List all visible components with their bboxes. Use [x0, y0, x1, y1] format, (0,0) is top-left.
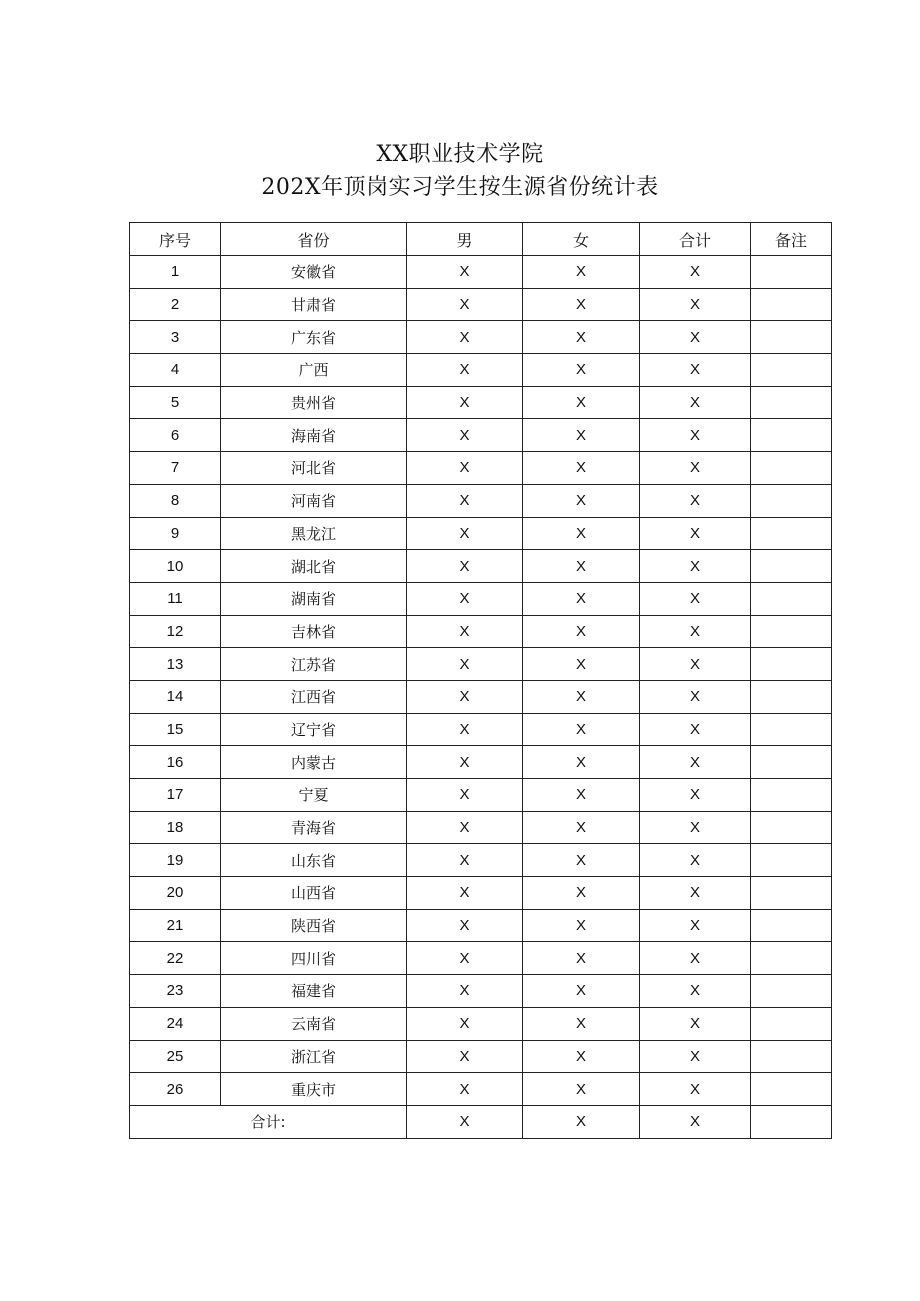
- row-male: X: [407, 1040, 523, 1073]
- row-note: [751, 517, 832, 550]
- row-province: 山东省: [221, 844, 407, 877]
- row-province: 甘肃省: [221, 288, 407, 321]
- row-male: X: [407, 419, 523, 452]
- row-male: X: [407, 811, 523, 844]
- row-note: [751, 648, 832, 681]
- table-row: [130, 811, 832, 844]
- table-row: [130, 550, 832, 583]
- table-row: [130, 419, 832, 452]
- row-total: X: [640, 909, 751, 942]
- row-male: X: [407, 386, 523, 419]
- row-province: 浙江省: [221, 1040, 407, 1073]
- total-row: [130, 1105, 832, 1138]
- row-province: 黑龙江: [221, 517, 407, 550]
- row-note: [751, 942, 832, 975]
- row-province: 贵州省: [221, 386, 407, 419]
- row-female: X: [523, 975, 640, 1008]
- row-female: X: [523, 877, 640, 910]
- row-male: X: [407, 615, 523, 648]
- row-province: 河北省: [221, 452, 407, 485]
- row-index: 5: [130, 386, 221, 419]
- table-row: [130, 386, 832, 419]
- row-total: X: [640, 550, 751, 583]
- document-title: XX职业技术学院: [376, 142, 544, 167]
- row-index: 11: [130, 582, 221, 615]
- table-row: [130, 1040, 832, 1073]
- row-note: [751, 975, 832, 1008]
- row-index: 18: [130, 811, 221, 844]
- row-note: [751, 582, 832, 615]
- table-row: [130, 256, 832, 289]
- table-row: [130, 484, 832, 517]
- row-index: 23: [130, 975, 221, 1008]
- row-index: 17: [130, 779, 221, 812]
- row-index: 19: [130, 844, 221, 877]
- row-female: X: [523, 321, 640, 354]
- row-male: X: [407, 517, 523, 550]
- table-row: [130, 779, 832, 812]
- total-note: [751, 1105, 832, 1138]
- row-total: X: [640, 419, 751, 452]
- row-female: X: [523, 452, 640, 485]
- table-row: [130, 713, 832, 746]
- row-province: 广东省: [221, 321, 407, 354]
- row-total: X: [640, 746, 751, 779]
- row-female: X: [523, 844, 640, 877]
- row-note: [751, 615, 832, 648]
- row-male: X: [407, 288, 523, 321]
- row-total: X: [640, 615, 751, 648]
- row-note: [751, 419, 832, 452]
- row-index: 10: [130, 550, 221, 583]
- row-province: 福建省: [221, 975, 407, 1008]
- row-female: X: [523, 582, 640, 615]
- header-female: 女: [523, 223, 640, 256]
- row-note: [751, 256, 832, 289]
- table-row: [130, 1073, 832, 1106]
- row-male: X: [407, 779, 523, 812]
- row-note: [751, 1073, 832, 1106]
- table-row: [130, 288, 832, 321]
- row-total: X: [640, 811, 751, 844]
- row-female: X: [523, 354, 640, 387]
- row-province: 辽宁省: [221, 713, 407, 746]
- row-index: 1: [130, 256, 221, 289]
- row-index: 22: [130, 942, 221, 975]
- row-male: X: [407, 256, 523, 289]
- row-index: 8: [130, 484, 221, 517]
- row-note: [751, 354, 832, 387]
- row-province: 吉林省: [221, 615, 407, 648]
- row-province: 陕西省: [221, 909, 407, 942]
- row-male: X: [407, 648, 523, 681]
- row-total: X: [640, 877, 751, 910]
- row-total: X: [640, 779, 751, 812]
- table-row: [130, 321, 832, 354]
- row-note: [751, 550, 832, 583]
- row-total: X: [640, 680, 751, 713]
- table-title: 202X年顶岗实习学生按生源省份统计表: [261, 175, 659, 200]
- row-province: 广西: [221, 354, 407, 387]
- row-index: 15: [130, 713, 221, 746]
- row-female: X: [523, 517, 640, 550]
- row-province: 云南省: [221, 1007, 407, 1040]
- row-note: [751, 288, 832, 321]
- row-index: 9: [130, 517, 221, 550]
- row-note: [751, 321, 832, 354]
- table-row: [130, 1007, 832, 1040]
- row-female: X: [523, 648, 640, 681]
- row-province: 宁夏: [221, 779, 407, 812]
- row-total: X: [640, 975, 751, 1008]
- row-male: X: [407, 321, 523, 354]
- row-male: X: [407, 680, 523, 713]
- row-female: X: [523, 1040, 640, 1073]
- row-male: X: [407, 942, 523, 975]
- row-total: X: [640, 354, 751, 387]
- table-row: [130, 452, 832, 485]
- total-label: 合计:: [130, 1105, 407, 1138]
- row-female: X: [523, 1073, 640, 1106]
- row-female: X: [523, 779, 640, 812]
- row-female: X: [523, 746, 640, 779]
- header-province: 省份: [221, 223, 407, 256]
- row-index: 21: [130, 909, 221, 942]
- row-male: X: [407, 844, 523, 877]
- row-province: 山西省: [221, 877, 407, 910]
- row-female: X: [523, 288, 640, 321]
- row-province: 安徽省: [221, 256, 407, 289]
- row-male: X: [407, 713, 523, 746]
- header-note: 备注: [751, 223, 832, 256]
- total-male: X: [407, 1105, 523, 1138]
- row-total: X: [640, 452, 751, 485]
- row-index: 7: [130, 452, 221, 485]
- row-index: 20: [130, 877, 221, 910]
- row-female: X: [523, 713, 640, 746]
- table-row: [130, 615, 832, 648]
- row-male: X: [407, 582, 523, 615]
- row-province: 青海省: [221, 811, 407, 844]
- row-male: X: [407, 550, 523, 583]
- table-row: [130, 942, 832, 975]
- header-male: 男: [407, 223, 523, 256]
- row-female: X: [523, 909, 640, 942]
- row-note: [751, 909, 832, 942]
- row-female: X: [523, 484, 640, 517]
- row-total: X: [640, 1040, 751, 1073]
- row-note: [751, 1040, 832, 1073]
- row-province: 重庆市: [221, 1073, 407, 1106]
- row-female: X: [523, 419, 640, 452]
- row-index: 3: [130, 321, 221, 354]
- row-total: X: [640, 942, 751, 975]
- row-female: X: [523, 1007, 640, 1040]
- header-row: [130, 223, 832, 256]
- table-row: [130, 354, 832, 387]
- row-total: X: [640, 484, 751, 517]
- row-male: X: [407, 1073, 523, 1106]
- header-total: 合计: [640, 223, 751, 256]
- row-total: X: [640, 1007, 751, 1040]
- row-total: X: [640, 713, 751, 746]
- row-province: 海南省: [221, 419, 407, 452]
- row-female: X: [523, 386, 640, 419]
- table-row: [130, 746, 832, 779]
- row-note: [751, 779, 832, 812]
- table-row: [130, 648, 832, 681]
- row-index: 26: [130, 1073, 221, 1106]
- total-female: X: [523, 1105, 640, 1138]
- row-note: [751, 877, 832, 910]
- row-province: 湖北省: [221, 550, 407, 583]
- row-female: X: [523, 550, 640, 583]
- row-total: X: [640, 321, 751, 354]
- province-statistics-table: [129, 222, 832, 1139]
- row-note: [751, 680, 832, 713]
- row-total: X: [640, 386, 751, 419]
- row-male: X: [407, 484, 523, 517]
- table-row: [130, 909, 832, 942]
- row-note: [751, 713, 832, 746]
- row-female: X: [523, 615, 640, 648]
- row-index: 25: [130, 1040, 221, 1073]
- header-index: 序号: [130, 223, 221, 256]
- row-male: X: [407, 746, 523, 779]
- row-note: [751, 746, 832, 779]
- table-row: [130, 975, 832, 1008]
- row-male: X: [407, 452, 523, 485]
- table-row: [130, 877, 832, 910]
- row-total: X: [640, 844, 751, 877]
- row-male: X: [407, 975, 523, 1008]
- row-note: [751, 844, 832, 877]
- row-note: [751, 811, 832, 844]
- row-female: X: [523, 256, 640, 289]
- row-female: X: [523, 942, 640, 975]
- row-total: X: [640, 582, 751, 615]
- row-index: 24: [130, 1007, 221, 1040]
- row-province: 河南省: [221, 484, 407, 517]
- table-row: [130, 844, 832, 877]
- row-province: 内蒙古: [221, 746, 407, 779]
- row-total: X: [640, 648, 751, 681]
- table-row: [130, 680, 832, 713]
- row-province: 湖南省: [221, 582, 407, 615]
- row-note: [751, 452, 832, 485]
- row-index: 14: [130, 680, 221, 713]
- row-note: [751, 484, 832, 517]
- row-male: X: [407, 909, 523, 942]
- table-row: [130, 517, 832, 550]
- row-index: 13: [130, 648, 221, 681]
- total-sum: X: [640, 1105, 751, 1138]
- row-index: 2: [130, 288, 221, 321]
- row-male: X: [407, 354, 523, 387]
- row-female: X: [523, 680, 640, 713]
- row-province: 江西省: [221, 680, 407, 713]
- row-index: 4: [130, 354, 221, 387]
- row-index: 12: [130, 615, 221, 648]
- row-note: [751, 1007, 832, 1040]
- row-note: [751, 386, 832, 419]
- row-male: X: [407, 1007, 523, 1040]
- row-index: 6: [130, 419, 221, 452]
- row-male: X: [407, 877, 523, 910]
- row-total: X: [640, 517, 751, 550]
- row-female: X: [523, 811, 640, 844]
- row-total: X: [640, 256, 751, 289]
- row-total: X: [640, 1073, 751, 1106]
- row-index: 16: [130, 746, 221, 779]
- row-province: 四川省: [221, 942, 407, 975]
- row-total: X: [640, 288, 751, 321]
- table-row: [130, 582, 832, 615]
- row-province: 江苏省: [221, 648, 407, 681]
